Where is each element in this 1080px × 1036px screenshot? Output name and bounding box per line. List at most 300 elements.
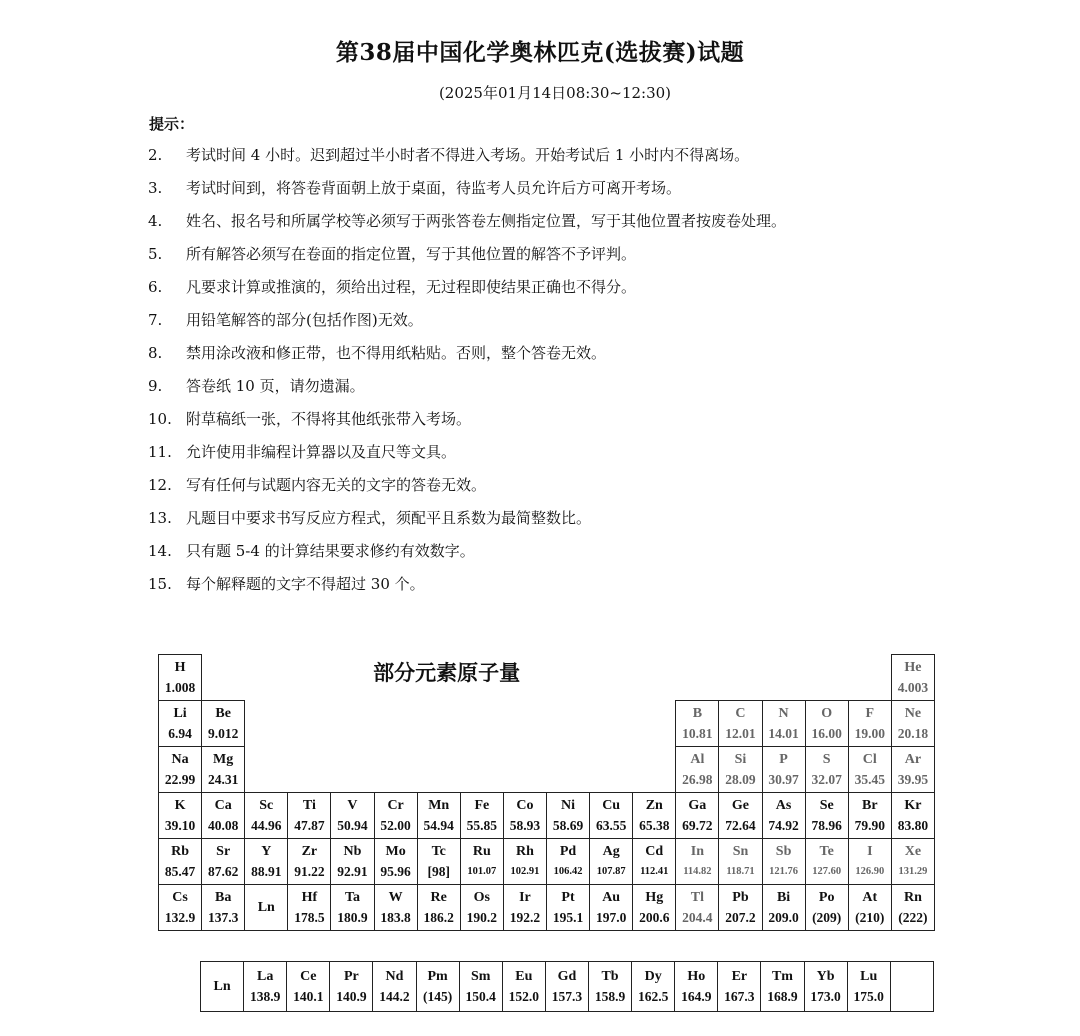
atomic-mass: 207.2 [725, 909, 756, 925]
element-symbol: S [822, 751, 831, 767]
rule-text: 所有解答必须写在卷面的指定位置，写于其他位置的解答不予评判。 [186, 245, 637, 263]
element-cell-s [805, 747, 848, 793]
rule-text: 凡题目中要求书写反应方程式，须配平且系数为最简整数比。 [186, 509, 592, 527]
element-symbol: H [174, 659, 186, 675]
element-symbol: Xe [904, 843, 922, 859]
element-symbol: Ti [302, 797, 316, 813]
element-symbol: He [904, 659, 922, 675]
lanthanide-table [200, 961, 934, 1012]
atomic-mass: 121.76 [769, 865, 799, 877]
element-symbol: Te [819, 843, 834, 859]
element-cell-sn [719, 839, 762, 885]
atomic-mass: 107.87 [596, 865, 626, 877]
element-cell-au [590, 885, 633, 931]
element-cell-ni [546, 793, 589, 839]
atomic-mass: 39.10 [164, 817, 196, 833]
element-symbol: Li [173, 705, 187, 721]
element-symbol: C [735, 705, 746, 721]
rule-text: 允许使用非编程计算器以及直尺等文具。 [186, 443, 457, 461]
element-cell-eu [502, 962, 545, 1012]
element-cell-se [805, 793, 848, 839]
element-symbol: Cl [862, 751, 877, 767]
element-cell-tb [588, 962, 631, 1012]
element-symbol: Eu [515, 968, 533, 984]
element-symbol: Po [818, 889, 835, 905]
atomic-mass: 152.0 [508, 988, 539, 1004]
rule-text: 考试时间 4 小时。迟到超过半小时者不得进入考场。开始考试后 1 小时内不得离场。 [186, 146, 750, 164]
atomic-mass: 140.9 [336, 988, 367, 1004]
element-cell-at [848, 885, 891, 931]
rule-item [148, 440, 786, 473]
element-cell-mg [202, 747, 245, 793]
element-cell-ge [719, 793, 762, 839]
rule-text: 禁用涂改液和修正带，也不得用纸粘贴。否则，整个答卷无效。 [186, 344, 607, 362]
element-symbol: Cs [172, 889, 188, 905]
atomic-mass: 95.96 [380, 863, 411, 879]
element-cell-he [891, 655, 934, 701]
atomic-mass: 127.60 [812, 865, 842, 877]
element-symbol: Ag [602, 843, 620, 859]
rule-text: 每个解释题的文字不得超过 30 个。 [186, 575, 425, 593]
element-cell-li [159, 701, 202, 747]
atomic-mass: 200.6 [639, 909, 670, 925]
element-symbol: Sr [216, 843, 231, 859]
element-symbol: Yb [816, 968, 835, 984]
rule-number: 7. [148, 311, 163, 329]
element-cell-ga [676, 793, 719, 839]
lanthanide-placeholder: Ln [245, 885, 288, 931]
atomic-mass: 20.18 [897, 725, 929, 741]
element-cell-sm [459, 962, 502, 1012]
atomic-mass: 19.00 [854, 725, 885, 741]
rule-number: 10. [148, 410, 172, 428]
atomic-mass: 32.07 [811, 771, 842, 787]
element-cell-hg [633, 885, 676, 931]
hint-label: 提示： [149, 115, 195, 133]
atomic-mass: 16.00 [811, 725, 842, 741]
element-cell-ce [287, 962, 330, 1012]
element-cell-ba [202, 885, 245, 931]
atomic-mass: 30.97 [768, 771, 799, 787]
rule-text: 用铅笔解答的部分(包括作图)无效。 [186, 311, 423, 329]
rule-number: 13. [148, 509, 172, 527]
rule-text: 凡要求计算或推演的，须给出过程，无过程即使结果正确也不得分。 [186, 278, 637, 296]
atomic-mass: 12.01 [725, 725, 756, 741]
element-cell-gd [545, 962, 588, 1012]
element-cell-cd [633, 839, 676, 885]
element-cell-ti [288, 793, 331, 839]
element-symbol: Os [473, 889, 490, 905]
element-cell-po [805, 885, 848, 931]
element-cell-zr [288, 839, 331, 885]
element-cell-al [676, 747, 719, 793]
atomic-mass: 106.42 [553, 865, 583, 877]
element-cell-as [762, 793, 805, 839]
element-cell-h [159, 655, 202, 701]
element-cell-kr [891, 793, 934, 839]
atomic-mass: 183.8 [380, 909, 411, 925]
element-symbol: Sm [470, 968, 491, 984]
element-cell-ne [891, 701, 934, 747]
element-cell-co [503, 793, 546, 839]
atomic-mass: 65.38 [639, 817, 670, 833]
atomic-mass: 190.2 [466, 909, 497, 925]
rule-text: 只有题 5-4 的计算结果要求修约有效数字。 [186, 542, 475, 560]
period-row [159, 747, 935, 793]
element-symbol: Pd [559, 843, 577, 859]
element-cell-cr [374, 793, 417, 839]
element-symbol: Hf [301, 889, 318, 905]
rule-text: 附草稿纸一张，不得将其他纸张带入考场。 [186, 410, 472, 428]
element-cell-p [762, 747, 805, 793]
element-cell-k [159, 793, 202, 839]
element-cell-te [805, 839, 848, 885]
element-symbol: Tc [431, 843, 446, 859]
atomic-mass: 6.94 [168, 725, 192, 741]
element-cell-xe [891, 839, 934, 885]
element-cell-dy [632, 962, 675, 1012]
element-symbol: Tb [601, 968, 619, 984]
element-symbol: P [779, 751, 788, 767]
rule-number: 12. [148, 476, 172, 494]
rule-number: 15. [148, 575, 172, 593]
element-cell-re [417, 885, 460, 931]
atomic-mass: 157.3 [551, 988, 583, 1004]
element-cell-er [718, 962, 761, 1012]
periodic-table [158, 654, 935, 931]
rule-item [148, 407, 786, 440]
rule-item [148, 275, 786, 308]
rule-item [148, 341, 786, 374]
element-symbol: Mg [213, 751, 234, 767]
element-symbol: Na [171, 751, 189, 767]
atomic-mass: 50.94 [337, 817, 368, 833]
rule-item [148, 209, 786, 242]
element-symbol: As [775, 797, 792, 813]
atomic-mass: 58.93 [509, 817, 541, 833]
atomic-mass: 150.4 [465, 988, 496, 1004]
rule-item [148, 506, 786, 539]
rule-item [148, 242, 786, 275]
element-cell-bi [762, 885, 805, 931]
element-symbol: Kr [904, 797, 922, 813]
atomic-mass: 69.72 [682, 817, 713, 833]
element-cell-pr [330, 962, 373, 1012]
element-cell-os [460, 885, 503, 931]
element-symbol: Pm [427, 968, 448, 984]
atomic-mass: (209) [812, 909, 842, 925]
lanthanide-label: Ln [201, 962, 244, 1012]
element-symbol: Pt [561, 889, 575, 905]
atomic-mass: 192.2 [509, 909, 541, 925]
element-symbol: Zr [301, 843, 318, 859]
element-cell-nb [331, 839, 374, 885]
element-cell-ho [675, 962, 718, 1012]
element-symbol: Be [215, 705, 231, 721]
element-cell-ir [503, 885, 546, 931]
atomic-mass: 55.85 [466, 817, 497, 833]
atomic-mass: 186.2 [423, 909, 454, 925]
element-cell-v [331, 793, 374, 839]
element-cell-cl [848, 747, 891, 793]
element-symbol: Cu [602, 797, 621, 813]
element-cell-cs [159, 885, 202, 931]
element-cell-f [848, 701, 891, 747]
element-symbol: La [256, 968, 274, 984]
atomic-mass: 209.0 [768, 909, 799, 925]
atomic-mass: 9.012 [207, 725, 239, 741]
rules-list [148, 143, 786, 605]
element-cell-na [159, 747, 202, 793]
element-cell-pd [546, 839, 589, 885]
rule-item [148, 143, 786, 176]
element-symbol: Re [430, 889, 447, 905]
element-symbol: N [778, 705, 789, 721]
atomic-mass: 40.08 [207, 817, 239, 833]
element-cell-rb [159, 839, 202, 885]
atomic-mass: 173.0 [810, 988, 841, 1004]
atomic-mass: 197.0 [595, 909, 627, 925]
element-symbol: Ca [214, 797, 232, 813]
atomic-mass: 63.55 [595, 817, 627, 833]
element-cell-ca [202, 793, 245, 839]
rule-item [148, 539, 786, 572]
element-cell-b [676, 701, 719, 747]
element-symbol: Br [862, 797, 878, 813]
element-cell-mn [417, 793, 460, 839]
element-symbol: Se [819, 797, 834, 813]
element-cell-sb [762, 839, 805, 885]
atomic-mass: 114.82 [683, 865, 712, 877]
atomic-mass: 204.4 [682, 909, 713, 925]
rule-item [148, 473, 786, 506]
rule-number: 14. [148, 542, 172, 560]
element-cell-ar [891, 747, 934, 793]
rule-item [148, 176, 786, 209]
element-cell-mo [374, 839, 417, 885]
atomic-mass: 102.91 [510, 865, 540, 877]
atomic-mass: (145) [422, 988, 453, 1004]
element-symbol: Sb [775, 843, 792, 859]
element-symbol: Ce [300, 968, 317, 984]
rule-number: 11. [148, 443, 172, 461]
atomic-mass: 47.87 [294, 817, 325, 833]
element-symbol: Gd [557, 968, 577, 984]
atomic-mass: 144.2 [379, 988, 410, 1004]
element-symbol: Zn [645, 797, 663, 813]
rule-text: 姓名、报名号和所属学校等必须写于两张答卷左侧指定位置，写于其他位置者按废卷处理。 [186, 212, 787, 230]
atomic-mass: 178.5 [294, 909, 325, 925]
atomic-mass: 10.81 [682, 725, 713, 741]
element-symbol: Dy [644, 968, 662, 984]
rule-item [148, 572, 786, 605]
atomic-mass: 22.99 [164, 771, 196, 787]
atomic-mass: 126.90 [855, 865, 885, 877]
element-symbol: Ta [344, 889, 361, 905]
element-symbol: In [690, 843, 704, 859]
element-cell-o [805, 701, 848, 747]
atomic-mass: 24.31 [207, 771, 239, 787]
element-symbol: Pb [732, 889, 749, 905]
exam-time: (2025年01月14日08:30~12:30) [438, 84, 672, 102]
element-cell-fe [460, 793, 503, 839]
periodic-table-title: 部分元素原子量 [373, 660, 521, 685]
atomic-mass: 83.80 [897, 817, 929, 833]
element-symbol: Ba [214, 889, 232, 905]
element-symbol: Ni [561, 797, 576, 813]
element-symbol: Rb [171, 843, 189, 859]
element-cell-w [374, 885, 417, 931]
element-symbol: F [865, 705, 875, 721]
empty-cell [245, 701, 676, 747]
rule-number: 2. [148, 146, 163, 164]
atomic-mass: 138.9 [249, 988, 281, 1004]
rule-text: 答卷纸 10 页，请勿遗漏。 [186, 377, 365, 395]
rule-number: 8. [148, 344, 163, 362]
element-symbol: Ir [519, 889, 531, 905]
atomic-mass: 195.1 [552, 909, 584, 925]
element-symbol: Tm [771, 968, 793, 984]
element-cell-ta [331, 885, 374, 931]
element-cell-ru [460, 839, 503, 885]
element-symbol: Ru [472, 843, 491, 859]
element-cell-tm [761, 962, 804, 1012]
element-symbol: Tl [690, 889, 704, 905]
atomic-mass: 1.008 [164, 679, 196, 695]
atomic-mass: 91.22 [294, 863, 325, 879]
exam-title: 第38届中国化学奥林匹克(选拔赛)试题 [335, 39, 745, 66]
period-row [159, 839, 935, 885]
period-row [159, 701, 935, 747]
atomic-mass: 85.47 [164, 863, 196, 879]
element-cell-sr [202, 839, 245, 885]
atomic-mass: 92.91 [337, 863, 368, 879]
atomic-mass: 118.71 [726, 865, 755, 877]
element-symbol: Sc [259, 797, 274, 813]
element-cell-pm [416, 962, 459, 1012]
element-cell-nd [373, 962, 416, 1012]
element-cell-si [719, 747, 762, 793]
element-symbol: Mn [428, 797, 450, 813]
rule-text: 写有任何与试题内容无关的文字的答卷无效。 [186, 476, 487, 494]
atomic-mass: 167.3 [724, 988, 755, 1004]
rule-number: 9. [148, 377, 163, 395]
atomic-mass: 39.95 [897, 771, 929, 787]
period-row [159, 793, 935, 839]
element-symbol: Bi [776, 889, 791, 905]
atomic-mass: 101.07 [467, 865, 497, 877]
atomic-mass: 78.96 [811, 817, 842, 833]
atomic-mass: 52.00 [380, 817, 411, 833]
element-symbol: Rn [903, 889, 922, 905]
element-cell-hf [288, 885, 331, 931]
element-symbol: Co [516, 797, 534, 813]
element-symbol: I [867, 843, 873, 859]
element-symbol: Y [261, 843, 272, 859]
element-cell-pt [546, 885, 589, 931]
element-symbol: O [821, 705, 833, 721]
element-symbol: Nd [385, 968, 404, 984]
atomic-mass: 79.90 [854, 817, 885, 833]
element-symbol: V [347, 797, 358, 813]
element-cell-lu [847, 962, 890, 1012]
element-symbol: Ho [687, 968, 706, 984]
atomic-mass: 164.9 [681, 988, 712, 1004]
atomic-mass: 175.0 [853, 988, 884, 1004]
atomic-mass: 14.01 [768, 725, 799, 741]
element-symbol: K [174, 797, 186, 813]
element-cell-br [848, 793, 891, 839]
atomic-mass: 180.9 [337, 909, 368, 925]
element-cell-rn [891, 885, 934, 931]
element-cell-pb [719, 885, 762, 931]
atomic-mass: 54.94 [423, 817, 454, 833]
element-cell-tl [676, 885, 719, 931]
element-symbol: Mo [385, 843, 406, 859]
element-cell-be [202, 701, 245, 747]
atomic-mass: 112.41 [640, 865, 669, 877]
element-symbol: Nb [343, 843, 362, 859]
atomic-mass: 131.29 [898, 865, 928, 877]
element-symbol: W [388, 889, 403, 905]
atomic-mass: 162.5 [637, 988, 669, 1004]
periodic-table-title-cell [202, 655, 892, 701]
atomic-mass: 72.64 [725, 817, 756, 833]
element-symbol: Lu [860, 968, 878, 984]
atomic-mass: 87.62 [207, 863, 239, 879]
rule-number: 3. [148, 179, 163, 197]
element-symbol: Pr [344, 968, 359, 984]
atomic-mass: 35.45 [854, 771, 885, 787]
element-cell-tc [417, 839, 460, 885]
element-cell-n [762, 701, 805, 747]
empty-cell [245, 747, 676, 793]
period-row [159, 885, 935, 931]
element-cell-c [719, 701, 762, 747]
atomic-mass: (210) [855, 909, 885, 925]
atomic-mass: 168.9 [767, 988, 798, 1004]
atomic-mass: 140.1 [293, 988, 324, 1004]
atomic-mass: 132.9 [164, 909, 196, 925]
element-symbol: Au [602, 889, 621, 905]
element-cell-rh [503, 839, 546, 885]
element-symbol: Ga [688, 797, 707, 813]
element-symbol: Sn [732, 843, 749, 859]
empty-cell [890, 962, 933, 1012]
atomic-mass: 4.003 [897, 679, 929, 695]
atomic-mass: [98] [427, 863, 450, 879]
atomic-mass: 158.9 [594, 988, 626, 1004]
element-cell-in [676, 839, 719, 885]
element-cell-sc [245, 793, 288, 839]
element-symbol: Al [690, 751, 705, 767]
element-symbol: Rh [515, 843, 534, 859]
element-symbol: Si [734, 751, 747, 767]
rule-text: 考试时间到，将答卷背面朝上放于桌面，待监考人员允许后方可离开考场。 [186, 179, 682, 197]
element-cell-i [848, 839, 891, 885]
element-symbol: Ge [731, 797, 750, 813]
element-symbol: B [692, 705, 703, 721]
element-cell-y [245, 839, 288, 885]
element-cell-la [244, 962, 287, 1012]
rule-number: 6. [148, 278, 163, 296]
atomic-mass: 44.96 [251, 817, 282, 833]
atomic-mass: 137.3 [207, 909, 239, 925]
atomic-mass: 28.09 [725, 771, 756, 787]
element-symbol: Fe [474, 797, 490, 813]
element-cell-yb [804, 962, 847, 1012]
period-row [159, 655, 935, 701]
